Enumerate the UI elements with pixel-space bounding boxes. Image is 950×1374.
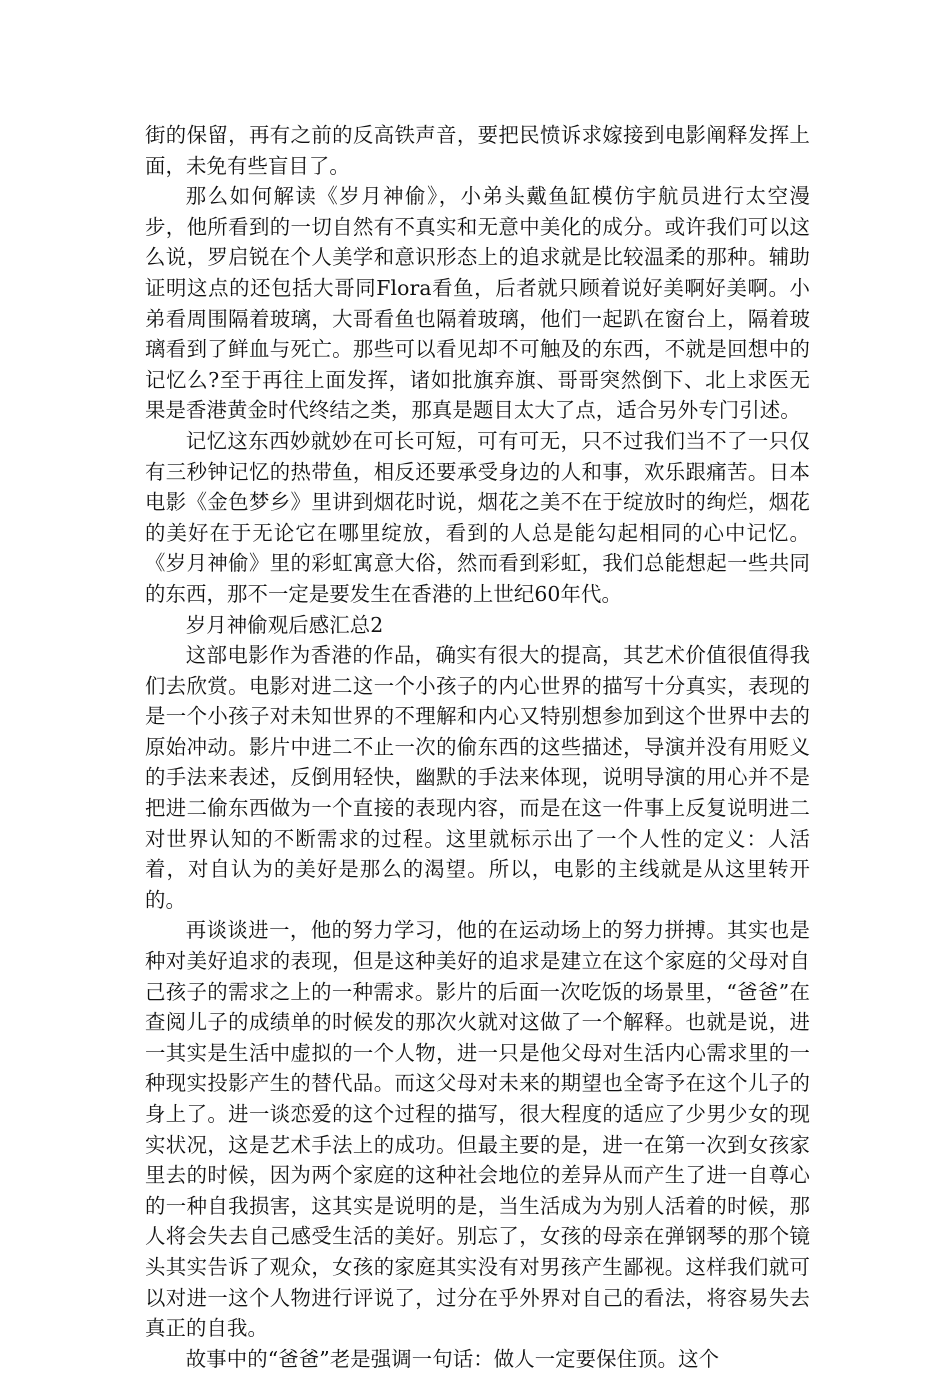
paragraph-memory: 记忆这东西妙就妙在可长可短，可有可无，只不过我们当不了一只仅有三秒钟记忆的热带鱼，相反还要承受身边的人和事，欢乐跟痛苦。日本电影《金色梦乡》里讲到烟花时说，烟花之美不在于绽放时的绚烂，烟花的美好在于无论它在哪里绽放，看到的人总是能勾起相同的心中记忆。《岁月神偷》里的彩虹寓意大俗，然而看到彩虹，我们总能想起一些共同的东西，那不一定是要发生在香港的上世纪60年代。 bbox=[145, 428, 810, 606]
paragraph-jinyi: 再谈谈进一，他的努力学习，他的在运动场上的努力拼搏。其实也是种对美好追求的表现，但是这种美好的追求是建立在这个家庭的父母对自己孩子的需求之上的一种需求。影片的后面一次吃饭的场景里，“爸爸”在查阅儿子的成绩单的时候发的那次火就对这做了一个解释。也就是说，进一其实是生活中虚拟的一个人物，进一只是他父母对生活内心需求里的一种现实投影产生的替代品。而这父母对未来的期望也全寄予在这个儿子的身上了。进一谈恋爱的这个过程的描写，很大程度的适应了少男少女的现实状况，这是艺术手法上的成功。但最主要的是，进一在第一次到女孩家里去的时候，因为两个家庭的这种社会地位的差异从而产生了进一自尊心的一种自我损害，这其实是说明的是，当生活成为为别人活着的时候，那人将会失去自己感受生活的美好。别忘了，女孩的母亲在弹钢琴的那个镜头其实告诉了观众，女孩的家庭其实没有对男孩产生鄙视。这样我们就可以对进一这个人物进行评说了，过分在乎外界对自己的看法，将容易失去真正的自我。 bbox=[145, 918, 810, 1341]
paragraph-film-review: 这部电影作为香港的作品，确实有很大的提高，其艺术价值很值得我们去欣赏。电影对进二这一个小孩子的内心世界的描写十分真实，表现的是一个小孩子对未知世界的不理解和内心又特别想参加到这个世界中去的原始冲动。影片中进二不止一次的偷东西的这些描述，导演并没有用贬义的手法来表述，反倒用轻快，幽默的手法来体现，说明导演的用心并不是把进二偷东西做为一个直接的表现内容，而是在这一件事上反复说明进二对世界认知的不断需求的过程。这里就标示出了一个人性的定义：人活着，对自认为的美好是那么的渴望。所以，电影的主线就是从这里转开的。 bbox=[145, 643, 810, 912]
paragraph-interpretation: 那么如何解读《岁月神偷》，小弟头戴鱼缸模仿宇航员进行太空漫步，他所看到的一切自然有不真实和无意中美化的成分。或许我们可以这么说，罗启锐在个人美学和意识形态上的追求就是比较温柔的那种。辅助证明这点的还包括大哥同Flora看鱼，后者就只顾着说好美啊好美啊。小弟看周围隔着玻璃，大哥看鱼也隔着玻璃，他们一起趴在窗台上，隔着玻璃看到了鲜血与死亡。那些可以看见却不可触及的东西，不就是回想中的记忆么?至于再往上面发挥，诸如批旗弃旗、哥哥突然倒下、北上求医无果是香港黄金时代终结之类，那真是题目太大了点，适合另外专门引述。 bbox=[145, 184, 810, 423]
document-page bbox=[145, 120, 810, 1374]
section-heading: 岁月神偷观后感汇总2 bbox=[185, 612, 384, 637]
paragraph-father: 故事中的“爸爸”老是强调一句话：做人一定要保住顶。这个 bbox=[185, 1346, 720, 1371]
paragraph-continued: 街的保留，再有之前的反高铁声音，要把民愤诉求嫁接到电影阐释发挥上面，未免有些盲目了。 bbox=[145, 123, 810, 178]
